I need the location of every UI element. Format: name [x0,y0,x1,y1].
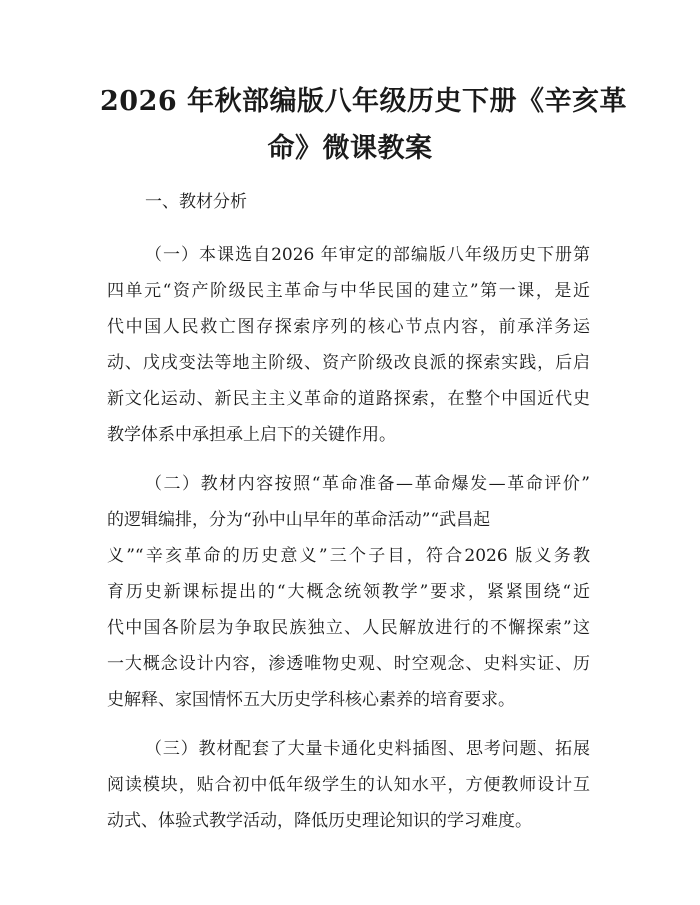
paragraph-3-line-3: 动式、体验式教学活动，降低历史理论知识的学习难度。 [107,811,532,831]
paragraph-1-line-3: 代中国人民救亡图存探索序列的核心节点内容，前承洋务运 [107,317,590,337]
section-heading: 一、教材分析 [145,192,247,212]
paragraph-1-line-4: 动、戊戌变法等地主阶级、资产阶级改良派的探索实践，后启 [107,353,590,373]
paragraph-2-line-7: 史解释、家国情怀五大历史学科核心素养的培育要求。 [107,690,515,710]
paragraph-1-line-5: 新文化运动、新民主主义革命的道路探索，在整个中国近代史 [107,389,590,409]
paragraph-2-line-6: 一大概念设计内容，渗透唯物史观、时空观念、史料实证、历 [107,654,590,674]
document-title-line-2: 命》微课教案 [267,133,433,164]
paragraph-1-line-2: 四单元“资产阶级民主革命与中华民国的建立”第一课，是近 [107,281,590,301]
paragraph-3-line-2: 阅读模块，贴合初中低年级学生的认知水平，方便教师设计互 [107,775,590,795]
paragraph-1-line-6: 教学体系中承担承上启下的关键作用。 [107,425,396,445]
paragraph-2-line-5: 代中国各阶层为争取民族独立、人民解放进行的不懈探索”这 [107,618,590,638]
document-title-line-1: 2026 年秋部编版八年级历史下册《辛亥革 [100,86,628,117]
paragraph-3-line-1: （三）教材配套了大量卡通化史料插图、思考问题、拓展 [145,739,590,759]
paragraph-2-line-2: 的逻辑编排，分为“孙中山早年的革命活动”“武昌起 [107,510,491,530]
paragraph-1-line-1: （一）本课选自2026 年审定的部编版八年级历史下册第 [145,245,590,265]
paragraph-2-line-1: （二）教材内容按照“革命准备—革命爆发—革命评价” [145,474,590,494]
paragraph-2-line-4: 育历史新课标提出的“大概念统领教学”要求，紧紧围绕“近 [107,582,590,602]
paragraph-2-line-3: 义”“辛亥革命的历史意义”三个子目，符合2026 版义务教 [107,546,590,566]
